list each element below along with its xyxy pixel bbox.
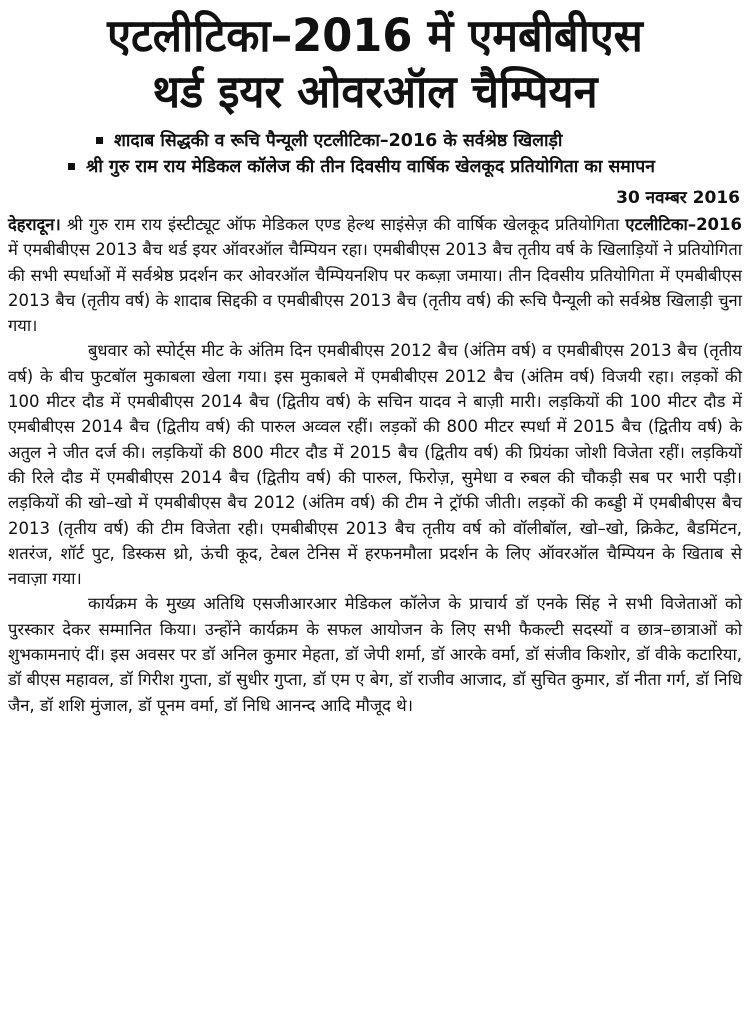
- paragraph-1-text-b: में एमबीबीएस 2013 बैच थर्ड इयर ऑवरऑल चैम्पियन रहा। एमबीबीएस 2013 बैच तृतीय वर्ष के खिलाड़ियों ने प्रतियोगिता की सभी स्पर्धाओं में सर्वश्रेष्ठ प्रदर्शन कर ओवरऑल चैम्पियनशिप पर कब्ज़ा जमाया। तीन दिवसीय प्रतियोगिता में एमबीबीएस 2013 बैच (तृतीय वर्ष) के शादाब सिद्दकी व एमबीबीएस 2013 बैच (तृतीय वर्ष) की रूचि पैन्यूली को सर्वश्रेष्ठ खिलाड़ी चुना गया।: [8, 240, 742, 336]
- article-paragraph-3: कार्यक्रम के मुख्य अतिथि एसजीआरआर मेडिकल कॉलेज के प्राचार्य डॉ एनके सिंह ने सभी विजेताओं को पुरस्कार देकर सम्मानित किया। उन्होंने कार्यक्रम के सफल आयोजन के लिए सभी फैकल्टी सदस्यों व छात्र–छात्राओं को शुभकामनाएं दीं। इस अवसर पर डॉ अनिल कुमार मेहता, डॉ जेपी शर्मा, डॉ आरके वर्मा, डॉ संजीव किशोर, डॉ वीके कटारिया, डॉ बीएस महावल, डॉ गिरीश गुप्ता, डॉ सुधीर गुप्ता, डॉ एम ए बेग, डॉ राजीव आजाद, डॉ सुचित कुमार, डॉ नीता गर्ग, डॉ निधि जैन, डॉ शशि मुंजाल, डॉ पूनम वर्मा, डॉ निधि आनन्द आदि मौजूद थे।: [8, 594, 742, 715]
- headline-line-1: एटलीटिका–2016 में एमबीबीएस: [107, 9, 643, 62]
- article-paragraph-1: [8, 212, 742, 338]
- headline-line-2: थर्ड इयर ओवरऑल चैम्पियन: [152, 65, 598, 118]
- paragraph-1-text-a: श्री गुरु राम राय इंस्टीट्यूट ऑफ मेडिकल एण्ड हेल्थ साइंसेज़ की वार्षिक खेलकूद प्रतियोगिता: [60, 215, 626, 234]
- dateline: 30 नवम्बर 2016: [616, 188, 740, 208]
- article-paragraph-2: बुधवार को स्पोर्ट्स मीट के अंतिम दिन एमबीबीएस 2012 बैच (अंतिम वर्ष) व एमबीबीएस 2013 बैच (तृतीय वर्ष) के बीच फुटबॉल मुकाबला खेला गया। इस मुकाबले में एमबीबीएस 2012 बैच (अंतिम वर्ष) विजयी रहा। लड़कों की 100 मीटर दौड में एमबीबीएस 2014 बैच (द्वितीय वर्ष) के सचिन यादव ने बाज़ी मारी। लड़कियों की 100 मीटर दौड में एमबीबीएस 2014 बैच (द्वितीय वर्ष) की पारुल अव्वल रहीं। लड़कों की 800 मीटर स्पर्धा में 2015 बैच (द्वितीय वर्ष) के अतुल ने जीत दर्ज की। लड़कियों की 800 मीटर दौड में 2015 बैच (द्वितीय वर्ष) की प्रियंका जोशी विजेता रहीं। लड़कियों की रिले दौड में एमबीबीएस 2014 बैच (द्वितीय वर्ष) की पारुल, फिरोज़, सुमेधा व रुबल की चौकड़ी सब पर भारी पड़ी। लड़कियों की खो–खो में एमबीबीएस बैच 2012 (अंतिम वर्ष) की टीम ने ट्रॉफी जीती। लड़कों की कब्ड्डी में एमबीबीएस बैच 2013 (तृतीय वर्ष) की टीम विजेता रही। एमबीबीएस 2013 बैच तृतीय वर्ष को वॉलीबॉल, खो–खो, क्रिकेट, बैडमिंटन, शतरंज, शॉर्ट पुट, डिस्कस थ्रो, ऊंची कूद, टेबल टेनिस में हरफनमौला प्रदर्शन के लिए ऑवरऑल चैम्पियन के खिताब से नवाज़ा गया।: [8, 341, 742, 589]
- dateline-place: देहरादून।: [8, 215, 61, 234]
- article-body: [8, 212, 742, 718]
- subheading-item-2: श्री गुरु राम राय मेडिकल कॉलेज की तीन दिवसीय वार्षिक खेलकूद प्रतियोगिता का समापन: [68, 154, 742, 180]
- subheadings: [8, 128, 742, 180]
- subheading-item-1: शादाब सिद्धकी व रूचि पैन्यूली एटलीटिका–2016 के सर्वश्रेष्ठ खिलाड़ी: [96, 128, 742, 154]
- headline: [23, 8, 728, 120]
- event-name: एटलीटिका–2016: [625, 215, 742, 234]
